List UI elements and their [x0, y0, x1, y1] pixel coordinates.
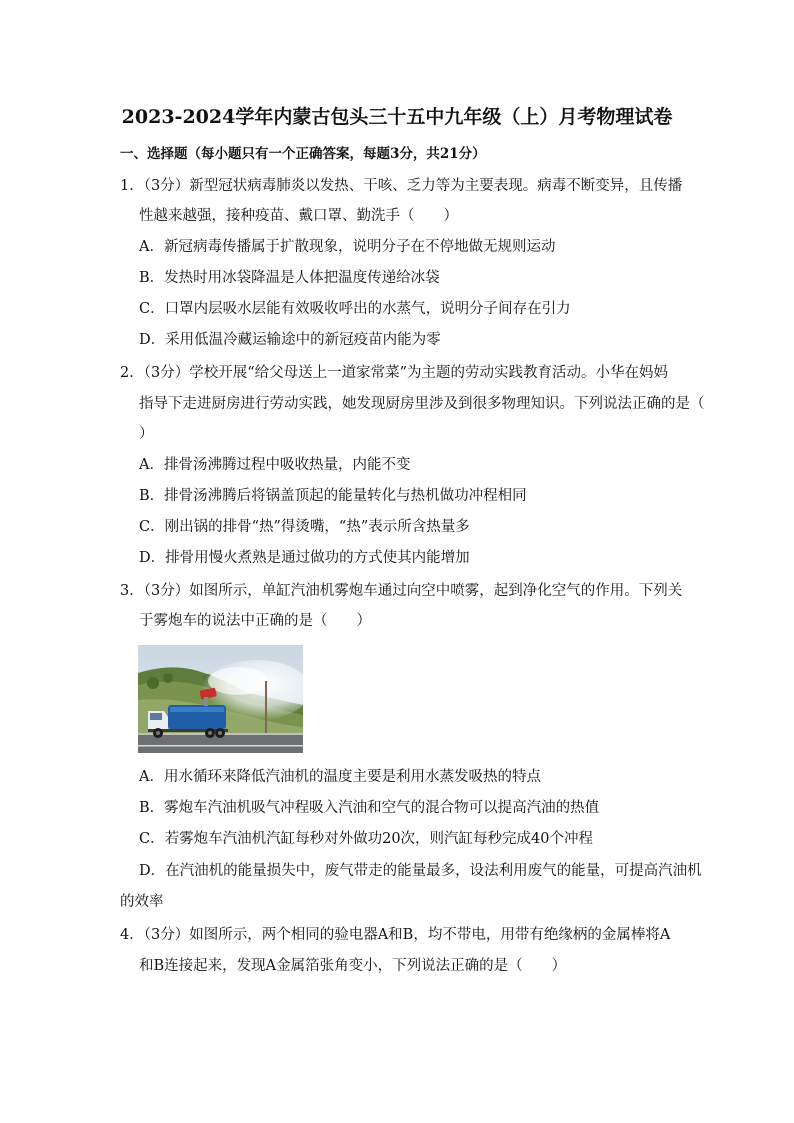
page-title: 2023-2024学年内蒙古包头三十五中九年级（上）月考物理试卷	[121, 106, 673, 128]
question-3-option-d-line-1: D．在汽油机的能量损失中，废气带走的能量最多，设法利用废气的能量，可提高汽油机	[139, 863, 702, 879]
section-heading: 一、选择题（每小题只有一个正确答案，每题3分，共21分）	[120, 146, 486, 162]
question-2-line-2: 指导下走进厨房进行劳动实践，她发现厨房里涉及到很多物理知识。下列说法正确的是（	[139, 396, 705, 412]
question-1-option-b: B．发热时用冰袋降温是人体把温度传递给冰袋	[139, 270, 440, 286]
question-3-line-2: 于雾炮车的说法中正确的是（ ）	[139, 613, 371, 629]
question-1-line-1: 1．（3分）新型冠状病毒肺炎以发热、干咳、乏力等为主要表现。病毒不断变异，且传播	[120, 178, 683, 194]
question-1-option-c: C．口罩内层吸水层能有效吸收呼出的水蒸气，说明分子间存在引力	[139, 301, 571, 317]
question-2-option-b: B．排骨汤沸腾后将锅盖顶起的能量转化与热机做功冲程相同	[139, 488, 527, 504]
question-1-option-a: A．新冠病毒传播属于扩散现象，说明分子在不停地做无规则运动	[139, 239, 556, 255]
question-2-line-3: ）	[139, 426, 154, 442]
question-2-option-c: C．刚出锅的排骨“热”得烫嘴，“热”表示所含热量多	[139, 519, 470, 535]
question-3-option-b: B．雾炮车汽油机吸气冲程吸入汽油和空气的混合物可以提高汽油的热值	[139, 800, 600, 816]
question-4-line-1: 4．（3分）如图所示，两个相同的验电器A和B，均不带电，用带有绝缘柄的金属棒将A	[120, 927, 671, 943]
question-4-line-2: 和B连接起来，发现A金属箔张角变小，下列说法正确的是（ ）	[139, 958, 567, 974]
question-3-option-c: C．若雾炮车汽油机汽缸每秒对外做功20次，则汽缸每秒完成40个冲程	[139, 831, 593, 847]
question-3-option-a: A．用水循环来降低汽油机的温度主要是利用水蒸发吸热的特点	[139, 769, 541, 785]
question-2-line-1: 2．（3分）学校开展“给父母送上一道家常菜”为主题的劳动实践教育活动。小华在妈妈	[120, 365, 669, 381]
question-3-line-1: 3．（3分）如图所示，单缸汽油机雾炮车通过向空中喷雾，起到净化空气的作用。下列关	[120, 583, 683, 599]
question-1-option-d: D．采用低温冷藏运输途中的新冠疫苗内能为零	[139, 332, 441, 348]
fog-cannon-truck-photo	[138, 645, 303, 753]
question-2-option-d: D．排骨用慢火煮熟是通过做功的方式使其内能增加	[139, 550, 470, 566]
question-3-option-d-line-2: 的效率	[120, 894, 164, 910]
question-2-option-a: A．排骨汤沸腾过程中吸收热量，内能不变	[139, 457, 411, 473]
question-1-line-2: 性越来越强，接种疫苗、戴口罩、勤洗手（ ）	[139, 208, 458, 224]
